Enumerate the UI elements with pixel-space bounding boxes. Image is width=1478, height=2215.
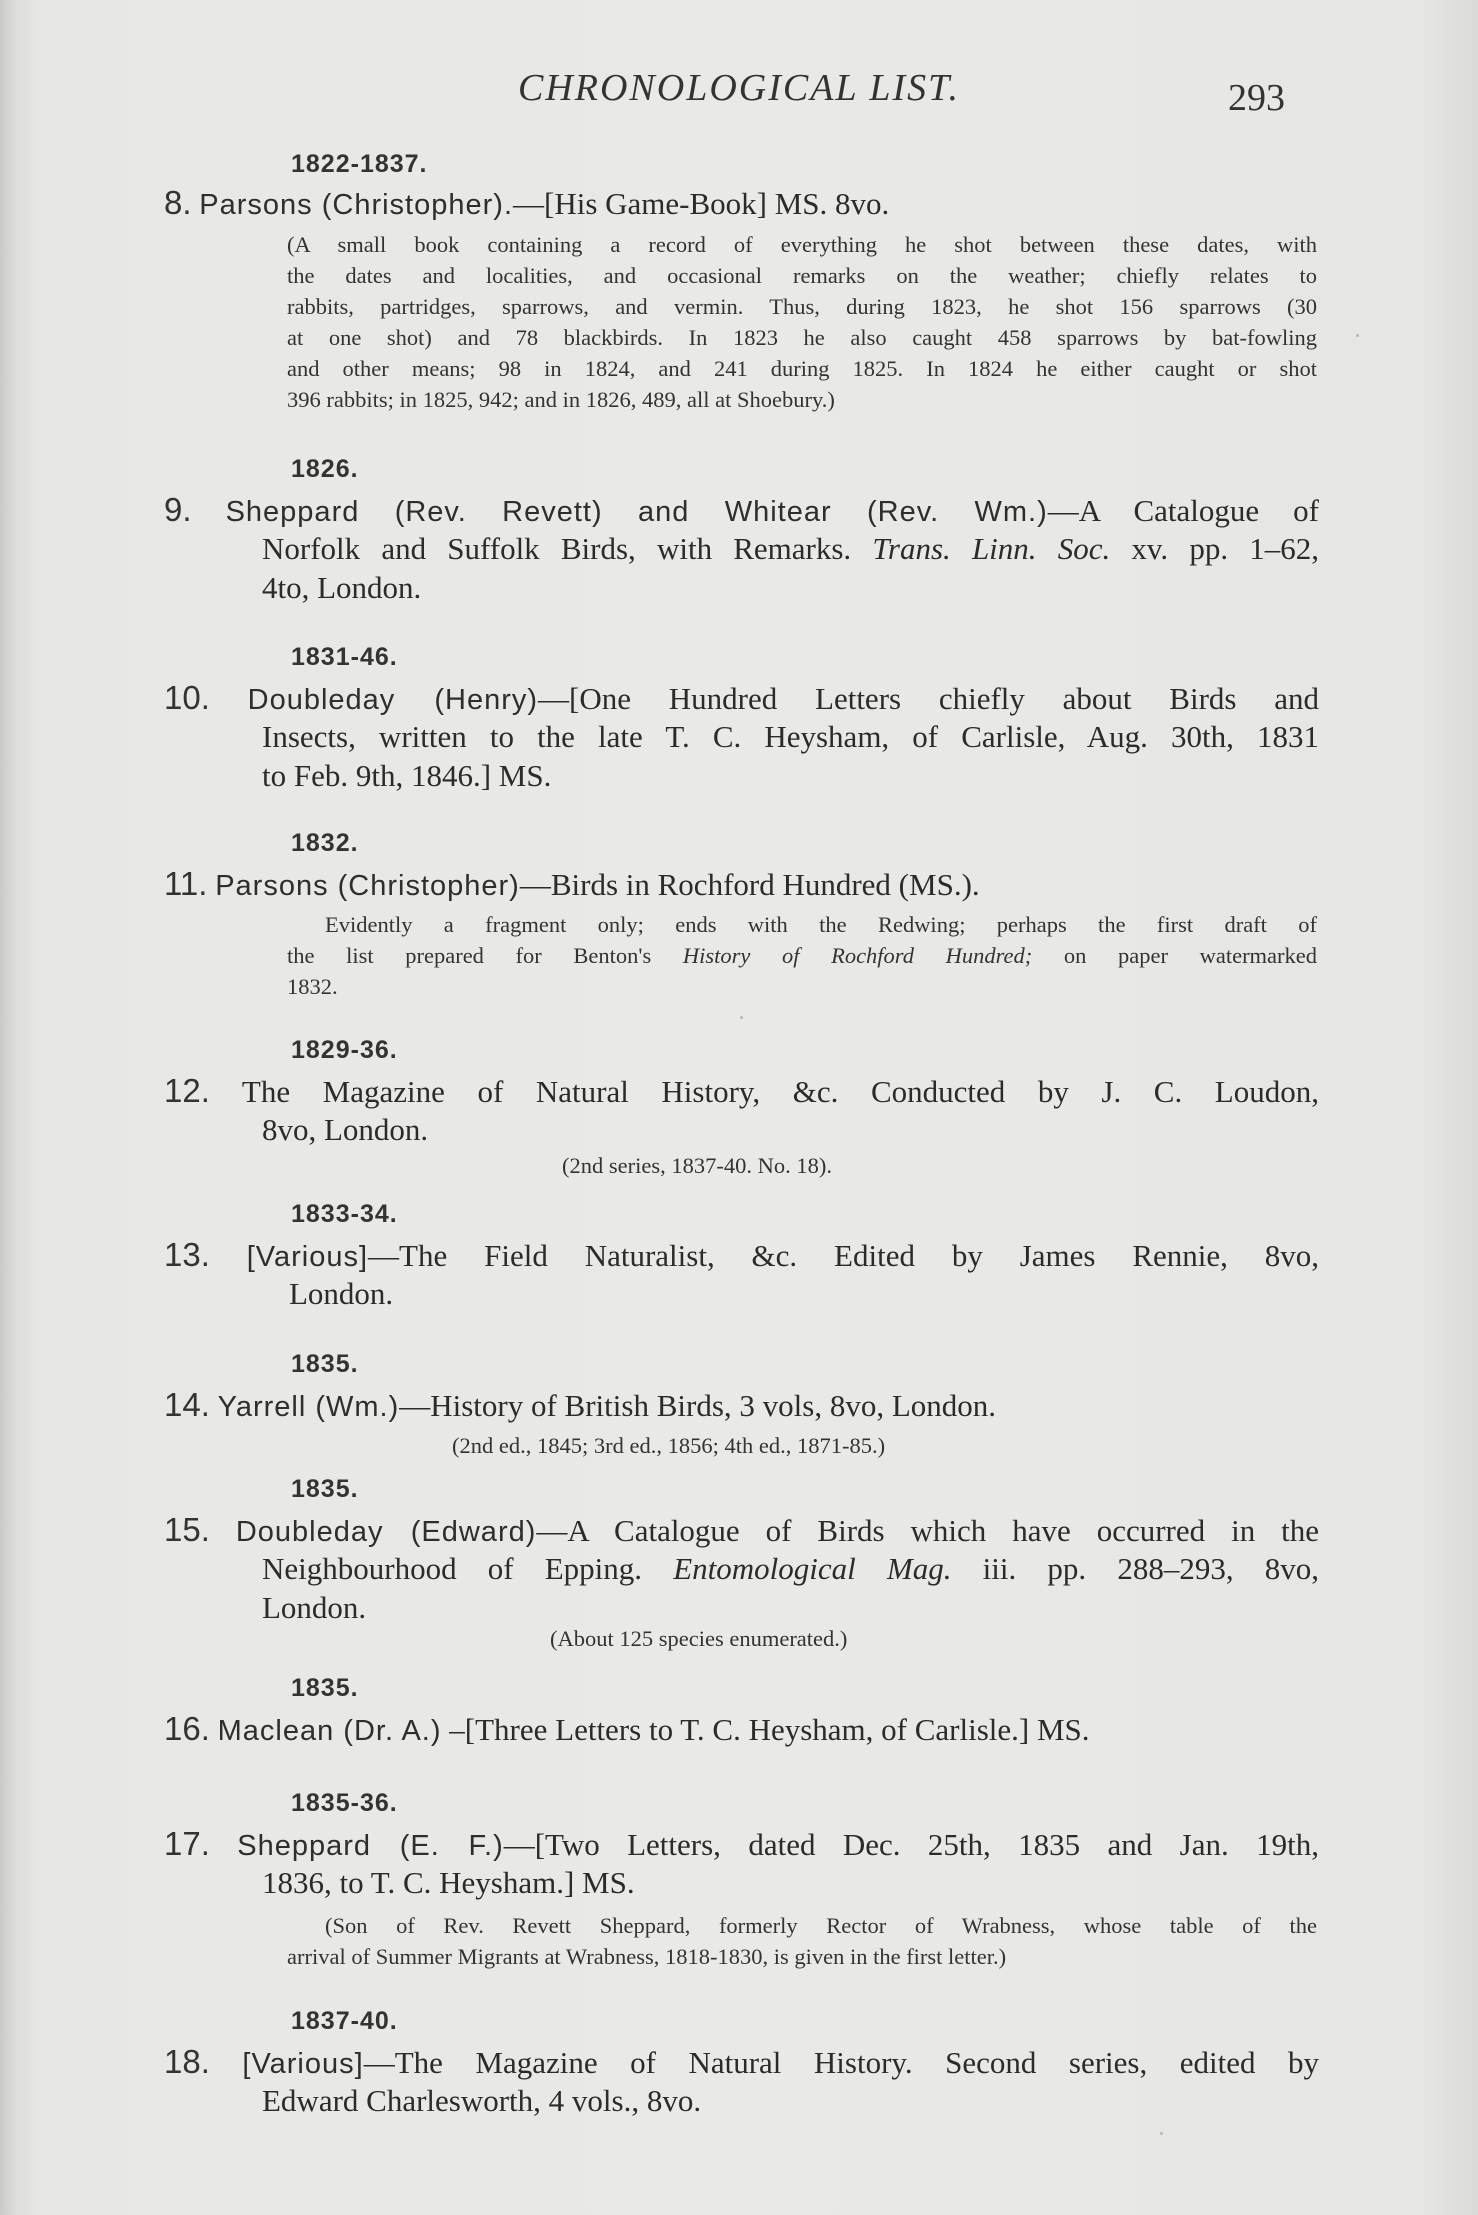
entry-title: —[Two Letters, dated Dec. 25th, 1835 and Jan. 19th, bbox=[503, 1827, 1320, 1862]
entry-number: 8. bbox=[164, 184, 192, 221]
entry-note-line: (Son of Rev. Revett Sheppard, formerly Rector of Wrabness, whose table of the bbox=[325, 1913, 1317, 1938]
entry-note-line: 1832. bbox=[287, 974, 338, 999]
entry-author: Maclean (Dr. A.) bbox=[217, 1715, 442, 1747]
entry-heading bbox=[164, 491, 1319, 529]
entry-heading bbox=[164, 1825, 1319, 1863]
entry-note-line: arrival of Summer Migrants at Wrabness, 1818-1830, is given in the first letter.) bbox=[287, 1944, 1007, 1969]
entry-text: Neighbourhood of Epping. bbox=[262, 1551, 643, 1586]
entry-heading bbox=[164, 2043, 1319, 2081]
entry-date: 1835. bbox=[291, 1674, 359, 1702]
entry-date: 1835-36. bbox=[291, 1789, 398, 1817]
entry-note-line bbox=[287, 943, 1317, 969]
entry-number: 10. bbox=[164, 679, 210, 716]
entry-line: to Feb. 9th, 1846.] MS. bbox=[262, 758, 552, 793]
entry-author: [Various] bbox=[246, 1241, 369, 1273]
entry-author: Sheppard (E. F.) bbox=[237, 1830, 504, 1862]
entry-line: Insects, written to the late T. C. Heysham, of Carlisle, Aug. 30th, 1831 bbox=[262, 719, 1319, 754]
entry-author: Doubleday (Edward) bbox=[235, 1516, 537, 1548]
entry-number: 12. bbox=[164, 1072, 210, 1109]
entry-note-line: 396 rabbits; in 1825, 942; and in 1826, 489, all at Shoebury.) bbox=[287, 387, 835, 412]
entry-date: 1833-34. bbox=[291, 1200, 398, 1228]
entry-date: 1835. bbox=[291, 1350, 359, 1378]
entry-text: Norfolk and Suffolk Birds, with Remarks. bbox=[262, 531, 852, 566]
entry-note-line: at one shot) and 78 blackbirds. In 1823 he also caught 458 sparrows by bat-fowling bbox=[287, 325, 1317, 350]
journal-title: Entomological Mag. bbox=[673, 1551, 952, 1586]
entry-heading bbox=[164, 679, 1319, 717]
entry-title: –[Three Letters to T. C. Heysham, of Carlisle.] MS. bbox=[441, 1712, 1090, 1747]
entry-title: —A Catalogue of Birds which have occurred in the bbox=[536, 1513, 1320, 1548]
entry-number: 13. bbox=[164, 1236, 210, 1273]
entry-title: —[His Game-Book] MS. 8vo. bbox=[513, 186, 890, 221]
entry-line: London. bbox=[289, 1276, 394, 1311]
entry-line: 1836, to T. C. Heysham.] MS. bbox=[262, 1865, 635, 1900]
entry-text: iii. pp. 288–293, 8vo, bbox=[982, 1551, 1320, 1586]
entry-date: 1831-46. bbox=[291, 643, 398, 671]
book-title: History of Rochford Hundred; bbox=[682, 943, 1033, 968]
page-number: 293 bbox=[1228, 77, 1285, 119]
entry-author: Parsons (Christopher). bbox=[199, 189, 513, 221]
entry-note-line: the dates and localities, and occasional remarks on the weather; chiefly relates to bbox=[287, 263, 1317, 288]
entry-date: 1826. bbox=[291, 455, 359, 483]
entry-line: London. bbox=[262, 1590, 367, 1625]
entry-note: (2nd series, 1837-40. No. 18). bbox=[562, 1153, 832, 1178]
entry-line bbox=[262, 531, 1319, 567]
entry-number: 14. bbox=[164, 1386, 210, 1423]
entry-date: 1832. bbox=[291, 829, 359, 857]
entry-note-line: and other means; 98 in 1824, and 241 during 1825. In 1824 he either caught or shot bbox=[287, 356, 1317, 381]
entry-note-line: (A small book containing a record of everything he shot between these dates, with bbox=[287, 232, 1317, 257]
entry-author: Sheppard (Rev. Revett) and Whitear (Rev. Wm.) bbox=[225, 496, 1048, 528]
entry-title: —The Field Naturalist, &c. Edited by James Rennie, 8vo, bbox=[368, 1238, 1320, 1273]
entry-heading bbox=[164, 1386, 996, 1424]
note-text: the list prepared for Benton's bbox=[287, 943, 652, 968]
entry-title: —History of British Birds, 3 vols, 8vo, London. bbox=[399, 1388, 996, 1423]
entry-text: xv. pp. 1–62, bbox=[1131, 531, 1319, 566]
entry-author: Parsons (Christopher) bbox=[215, 870, 520, 902]
journal-title: Trans. Linn. Soc. bbox=[872, 531, 1111, 566]
entry-date: 1837-40. bbox=[291, 2007, 398, 2035]
entry-line: 8vo, London. bbox=[262, 1112, 429, 1147]
note-text: on paper watermarked bbox=[1063, 943, 1318, 968]
entry-note-line: Evidently a fragment only; ends with the Redwing; perhaps the first draft of bbox=[325, 912, 1317, 937]
entry-number: 16. bbox=[164, 1710, 210, 1747]
entry-line bbox=[262, 1551, 1319, 1587]
entry-title: —[One Hundred Letters chiefly about Birds and bbox=[538, 681, 1319, 716]
entry-title: The Magazine of Natural History, &c. Conducted by J. C. Loudon, bbox=[241, 1074, 1319, 1109]
entry-title: —Birds in Rochford Hundred (MS.). bbox=[519, 867, 980, 902]
entry-heading bbox=[164, 1511, 1319, 1549]
paper-speck bbox=[1356, 334, 1359, 337]
running-title: CHRONOLOGICAL LIST. bbox=[517, 67, 960, 109]
entry-number: 9. bbox=[164, 491, 192, 528]
entry-author: Yarrell (Wm.) bbox=[217, 1391, 400, 1423]
entry-heading bbox=[164, 1236, 1319, 1274]
entry-date: 1829-36. bbox=[291, 1036, 398, 1064]
entry-heading bbox=[164, 184, 889, 222]
entry-number: 17. bbox=[164, 1825, 210, 1862]
entry-title: —A Catalogue of bbox=[1047, 493, 1319, 528]
entry-title: —The Magazine of Natural History. Second series, edited by bbox=[363, 2045, 1320, 2080]
entry-number: 11. bbox=[164, 865, 208, 902]
entry-number: 15. bbox=[164, 1511, 210, 1548]
entry-author: Doubleday (Henry) bbox=[247, 684, 539, 716]
entry-number: 18. bbox=[164, 2043, 210, 2080]
entry-note: (About 125 species enumerated.) bbox=[550, 1626, 848, 1651]
entry-heading bbox=[164, 1710, 1090, 1748]
entry-line: Edward Charlesworth, 4 vols., 8vo. bbox=[262, 2083, 702, 2118]
paper-speck bbox=[1160, 2132, 1163, 2135]
entry-note: (2nd ed., 1845; 3rd ed., 1856; 4th ed., 1871-85.) bbox=[452, 1433, 886, 1458]
entry-line: 4to, London. bbox=[262, 570, 422, 605]
entry-date: 1835. bbox=[291, 1475, 359, 1503]
entry-date: 1822-1837. bbox=[291, 150, 428, 178]
entry-note-line: rabbits, partridges, sparrows, and vermin. Thus, during 1823, he shot 156 sparrows (30 bbox=[287, 294, 1317, 319]
entry-heading bbox=[164, 865, 980, 903]
paper-speck bbox=[740, 1016, 743, 1019]
entry-heading bbox=[164, 1072, 1319, 1110]
entry-author: [Various] bbox=[242, 2048, 364, 2080]
